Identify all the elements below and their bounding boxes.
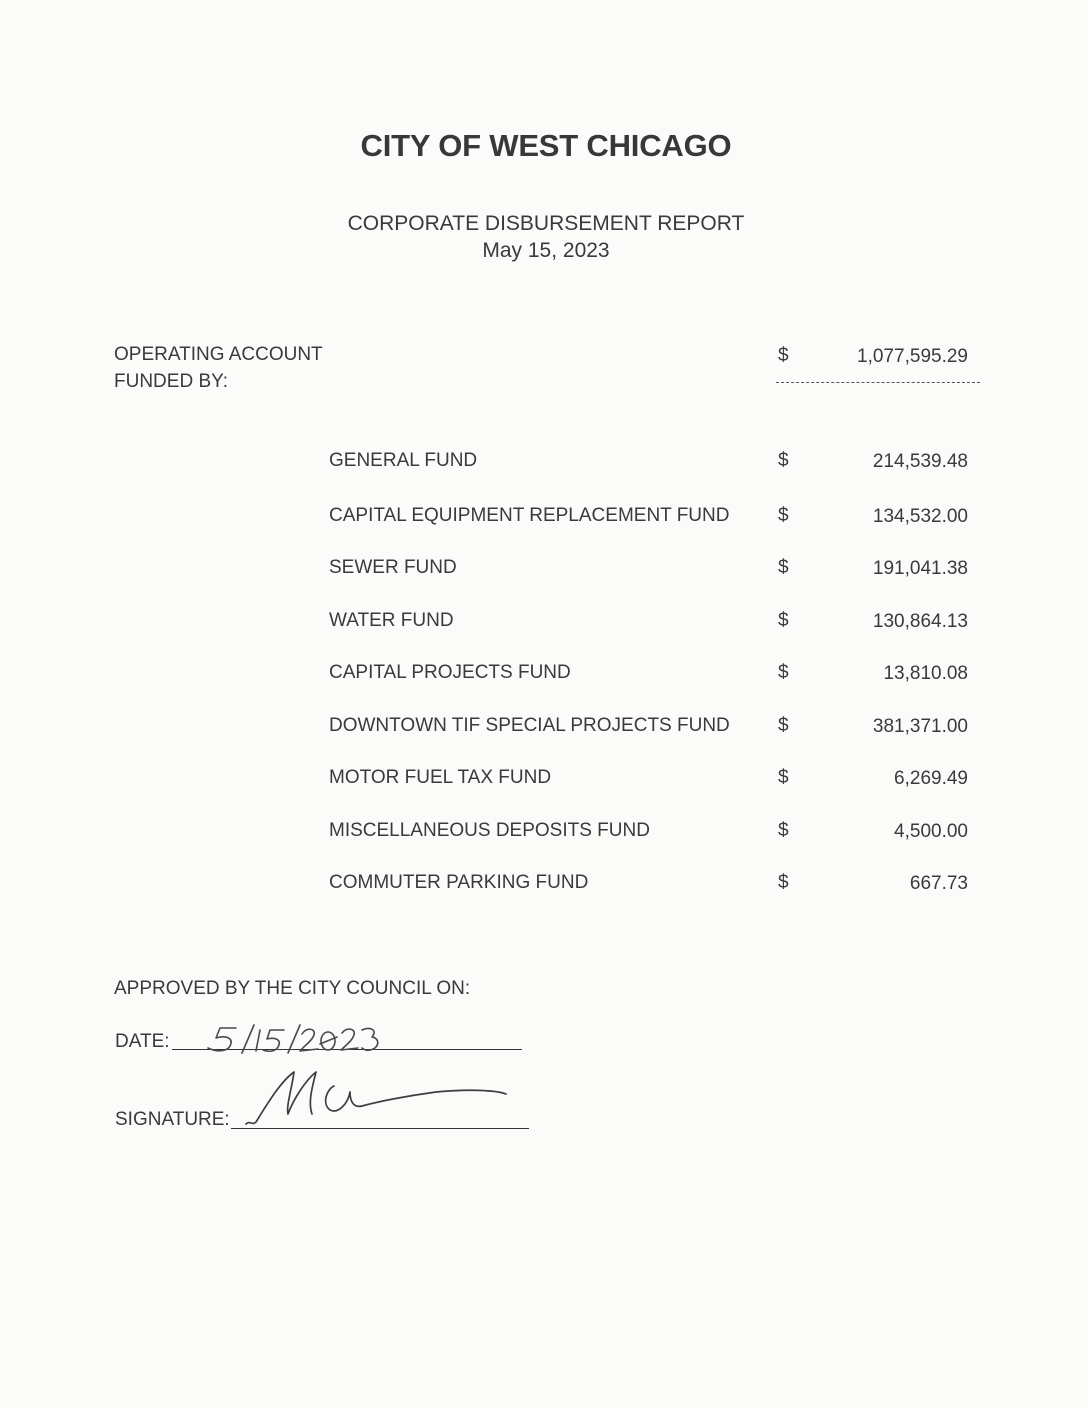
fund-currency: $ [778,715,789,736]
page-title: CITY OF WEST CHICAGO [360,128,732,163]
fund-currency: $ [778,557,789,578]
fund-name: WATER FUND [329,610,454,631]
fund-amount: 6,269.49 [894,768,968,789]
fund-currency: $ [778,505,789,526]
fund-currency: $ [778,820,789,841]
fund-amount: 214,539.48 [872,451,968,472]
fund-amount: 191,041.38 [872,558,968,579]
fund-name: CAPITAL PROJECTS FUND [329,662,571,683]
report-subtitle: CORPORATE DISBURSEMENT REPORT [347,212,745,235]
report-date: May 15, 2023 [482,239,610,262]
handwritten-date [196,1022,386,1056]
fund-row [0,662,1088,692]
fund-currency: $ [778,450,789,471]
fund-row [0,872,1088,902]
signature-label: SIGNATURE: [115,1109,230,1130]
fund-amount: 13,810.08 [883,663,968,684]
funded-by-label: FUNDED BY: [114,371,229,392]
fund-name: DOWNTOWN TIF SPECIAL PROJECTS FUND [329,715,730,736]
fund-name: GENERAL FUND [329,450,478,471]
fund-name: MOTOR FUEL TAX FUND [329,767,552,788]
fund-name: CAPITAL EQUIPMENT REPLACEMENT FUND [329,505,730,526]
fund-name: MISCELLANEOUS DEPOSITS FUND [329,820,650,841]
fund-row [0,715,1088,745]
handwritten-signature [236,1062,516,1132]
fund-currency: $ [778,610,789,631]
approval-heading: APPROVED BY THE CITY COUNCIL ON: [114,978,471,999]
fund-currency: $ [778,872,789,893]
fund-currency: $ [778,767,789,788]
fund-currency: $ [778,662,789,683]
operating-account-label: OPERATING ACCOUNT [114,344,323,365]
fund-amount: 381,371.00 [872,716,968,737]
fund-row [0,557,1088,587]
fund-amount: 134,532.00 [872,506,968,527]
operating-account-amount: 1,077,595.29 [857,346,968,367]
fund-row [0,610,1088,640]
fund-row [0,505,1088,535]
fund-amount: 667.73 [909,873,968,894]
fund-name: SEWER FUND [329,557,457,578]
fund-amount: 130,864.13 [872,611,968,632]
date-label: DATE: [115,1031,170,1052]
fund-row [0,820,1088,850]
total-divider [776,382,980,383]
fund-amount: 4,500.00 [894,821,968,842]
operating-account-currency: $ [778,345,789,366]
fund-name: COMMUTER PARKING FUND [329,872,589,893]
fund-row [0,450,1088,480]
fund-row [0,767,1088,797]
